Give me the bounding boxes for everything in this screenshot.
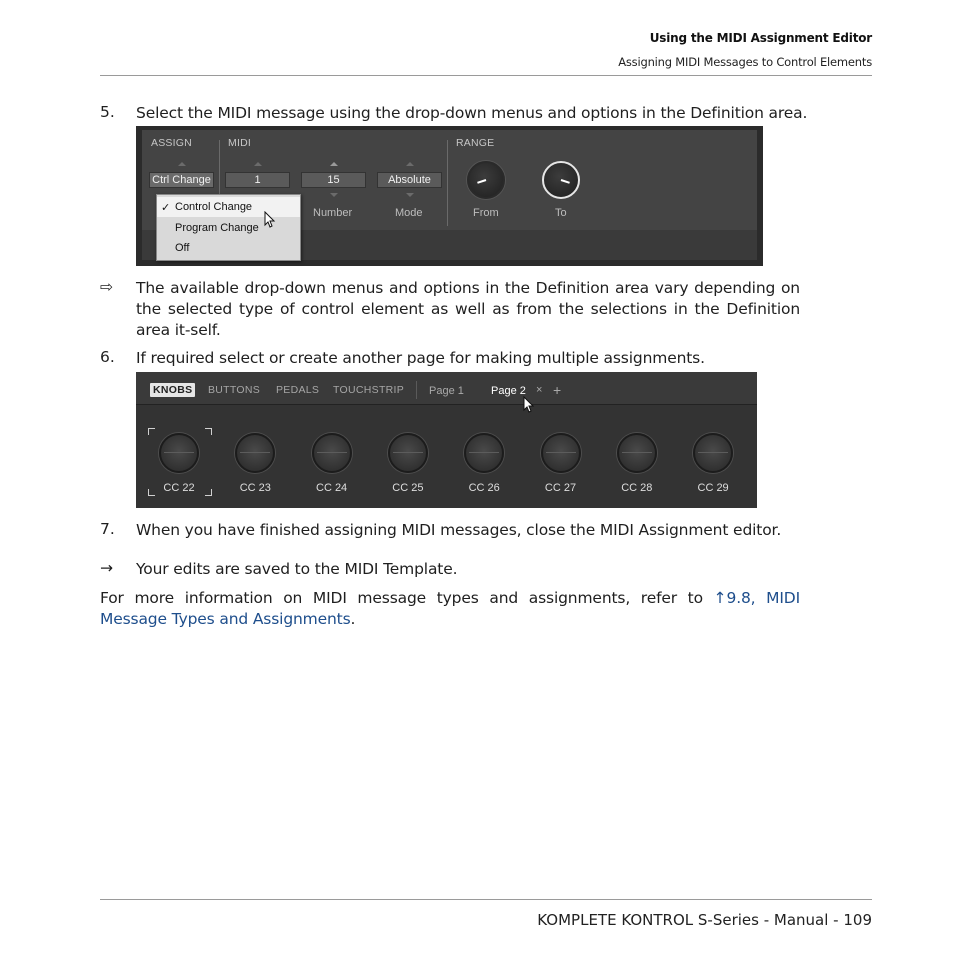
section-divider: [219, 140, 220, 198]
range-section-label: RANGE: [456, 137, 495, 149]
knob-8[interactable]: [693, 433, 733, 473]
number-label: Number: [313, 207, 353, 219]
knob-6[interactable]: [541, 433, 581, 473]
mouse-pointer-icon: [264, 211, 276, 229]
footer-rule: [100, 899, 872, 900]
definition-area-screenshot: [136, 126, 763, 266]
header-rule: [100, 75, 872, 76]
tab-pedals[interactable]: PEDALS: [276, 384, 320, 396]
page-selector-screenshot: [136, 372, 757, 508]
knob-cc-label: CC 24: [316, 482, 348, 494]
knob-cc-label: CC 26: [468, 482, 500, 494]
mode-down-arrow-icon[interactable]: [406, 193, 414, 197]
arrow-result-text: Your edits are saved to the MIDI Template.: [136, 560, 458, 578]
step-5-text: Select the MIDI message using the drop-down menus and options in the Definition area.: [136, 104, 808, 122]
dropdown-option-control-change[interactable]: Control Change: [175, 201, 253, 213]
knob-cc-label: CC 22: [163, 482, 195, 494]
more-info-end: .: [350, 610, 356, 628]
channel-up-arrow-icon[interactable]: [254, 162, 262, 166]
dropdown-option-off[interactable]: Off: [175, 242, 190, 254]
arrow-icon: →: [100, 559, 113, 577]
result-text: The available drop-down menus and options in the Definition area vary depending on the selected type of control element as well as from the selections in the Definition area it-self.: [136, 279, 800, 339]
more-info-text: For more information on MIDI message types and assignments, refer to: [100, 589, 714, 607]
dropdown-checkmark-icon: ✓: [161, 202, 171, 214]
knob-cc-label: CC 28: [621, 482, 653, 494]
mode-up-arrow-icon[interactable]: [406, 162, 414, 166]
page-tab-2[interactable]: Page 2: [491, 385, 526, 397]
knob-7[interactable]: [617, 433, 657, 473]
knob-2[interactable]: [235, 433, 275, 473]
page-footer: KOMPLETE KONTROL S-Series - Manual - 109: [537, 911, 872, 929]
section-divider: [447, 140, 448, 226]
assign-type-select[interactable]: Ctrl Change: [149, 172, 214, 188]
result-icon: ⇨: [100, 278, 113, 296]
tab-touchstrip[interactable]: TOUCHSTRIP: [333, 384, 405, 396]
page-tab-1[interactable]: Page 1: [429, 385, 464, 397]
selection-corner: [205, 428, 212, 435]
midi-channel-field[interactable]: 1: [225, 172, 290, 188]
assign-section-label: ASSIGN: [151, 137, 192, 149]
mode-label: Mode: [395, 207, 423, 219]
step-7-text: When you have finished assigning MIDI messages, close the MIDI Assignment editor.: [136, 521, 782, 539]
add-page-icon[interactable]: +: [553, 382, 562, 398]
step-7-number: 7.: [100, 520, 115, 538]
mouse-pointer-icon: [523, 396, 535, 414]
tab-divider: [416, 381, 417, 399]
midi-number-field[interactable]: 15: [301, 172, 366, 188]
range-to-knob[interactable]: [542, 161, 580, 199]
knob-cc-label: CC 25: [392, 482, 424, 494]
knob-pointer: [561, 179, 570, 184]
midi-section-label: MIDI: [228, 137, 251, 149]
tab-knobs[interactable]: KNOBS: [150, 383, 195, 397]
cross-reference-link[interactable]: ↑9.8, MIDI Message Types and Assignments: [100, 589, 800, 628]
number-up-arrow-icon[interactable]: [330, 162, 338, 166]
dropdown-option-program-change[interactable]: Program Change: [175, 222, 259, 234]
step-6-number: 6.: [100, 348, 115, 366]
knob-5[interactable]: [464, 433, 504, 473]
number-down-arrow-icon[interactable]: [330, 193, 338, 197]
assign-type-dropdown-menu: [156, 194, 301, 261]
knob-3[interactable]: [312, 433, 352, 473]
assign-up-arrow-icon[interactable]: [178, 162, 186, 166]
knob-4[interactable]: [388, 433, 428, 473]
range-from-knob[interactable]: [467, 161, 505, 199]
range-from-label: From: [473, 207, 499, 219]
step-6-text: If required select or create another page for making multiple assignments.: [136, 349, 705, 367]
running-header-subtitle: Assigning MIDI Messages to Control Elements: [618, 55, 872, 69]
tab-buttons[interactable]: BUTTONS: [208, 384, 261, 396]
close-page-icon[interactable]: ×: [536, 384, 543, 396]
more-info-paragraph: [100, 588, 800, 630]
midi-mode-select[interactable]: Absolute: [377, 172, 442, 188]
range-to-label: To: [555, 207, 567, 219]
knob-1[interactable]: [159, 433, 199, 473]
selection-corner: [148, 428, 155, 435]
step-5-number: 5.: [100, 103, 115, 121]
running-header-title: Using the MIDI Assignment Editor: [649, 31, 872, 45]
knob-cc-label: CC 29: [697, 482, 729, 494]
knob-pointer: [477, 179, 486, 184]
knob-cc-label: CC 27: [544, 482, 577, 494]
knob-cc-label: CC 23: [239, 482, 271, 494]
